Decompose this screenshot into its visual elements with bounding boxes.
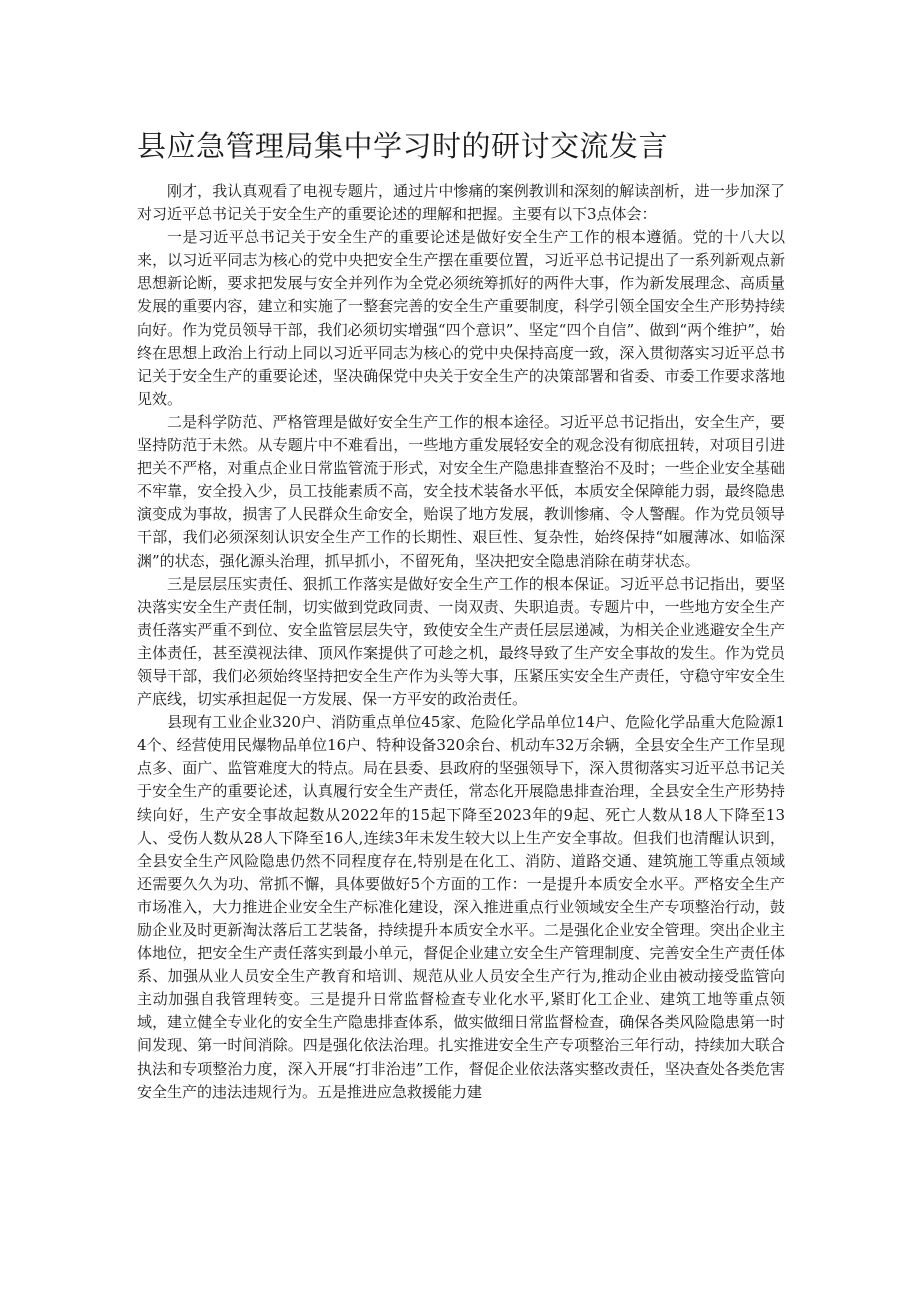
paragraph-point-three: 三是层层压实责任、狠抓工作落实是做好安全生产工作的根本保证。习近平总书记指出，要坚决落实安全生产责任制，切实做到党政同责、一岗双责、失职追责。专题片中，一些地方安全生产责任落实严重不到位、安全监管层层失守，致使安全生产责任层层递减，为相关企业逃避安全生产主体责任，甚至漠视法律、顶风作案提供了可趁之机，最终导致了生产安全事故的发生。作为党员领导干部，我们必须始终坚持把安全生产作为头等大事，压紧压实安全生产责任，守稳守牢安全生产底线，切实承担起促一方发展、保一方平安的政治责任。	[137, 574, 785, 709]
paragraph-point-two: 二是科学防范、严格管理是做好安全生产工作的根本途径。习近平总书记指出，安全生产，要坚持防范于未然。从专题片中不难看出，一些地方重发展轻安全的观念没有彻底扭转，对项目引进把关不严格，对重点企业日常监管流于形式，对安全生产隐患排查整治不及时；一些企业安全基础不牢靠，安全投入少，员工技能素质不高，安全技术装备水平低，本质安全保障能力弱，最终隐患演变成为事故，损害了人民群众生命安全，贻误了地方发展，教训惨痛、令人警醒。作为党员领导干部，我们必须深刻认识安全生产工作的长期性、艰巨性、复杂性，始终保持“如履薄冰、如临深渊”的状态，强化源头治理，抓早抓小，不留死角，坚决把安全隐患消除在萌芽状态。	[137, 412, 785, 570]
paragraph-county-status: 县现有工业企业320户、消防重点单位45家、危险化学品单位14户、危险化学品重大危险源14个、经营使用民爆物品单位16户、特种设备320余台、机动车32万余辆，全县安全生产工作呈现点多、面广、监管难度大的特点。局在县委、县政府的坚强领导下，深入贯彻落实习近平总书记关于安全生产的重要论述，认真履行安全生产责任，常态化开展隐患排查治理，全县安全生产形势持续向好，生产安全事故起数从2022年的15起下降至2023年的9起、死亡人数从18人下降至13人、受伤人数从28人下降至16人,连续3年未发生较大以上生产安全事故。但我们也清醒认识到，全县安全生产风险隐患仍然不同程度存在,特别是在化工、消防、道路交通、建筑施工等重点领域还需要久久为功、常抓不懈，具体要做好5个方面的工作：一是提升本质安全水平。严格安全生产市场准入，大力推进企业安全生产标准化建设，深入推进重点行业领域安全生产专项整治行动，鼓励企业及时更新淘汰落后工艺装备，持续提升本质安全水平。二是强化企业安全管理。突出企业主体地位，把安全生产责任落实到最小单元，督促企业建立安全生产管理制度、完善安全生产责任体系、加强从业人员安全生产教育和培训、规范从业人员安全生产行为,推动企业由被动接受监管向主动加强自我管理转变。三是提升日常监督检查专业化水平,紧盯化工企业、建筑工地等重点领域，建立健全专业化的安全生产隐患排查体系，做实做细日常监督检查，确保各类风险隐患第一时间发现、第一时间消除。四是强化依法治理。扎实推进安全生产专项整治三年行动，持续加大联合执法和专项整治力度，深入开展“打非治违”工作，督促企业依法落实整改责任，坚决查处各类危害安全生产的违法违规行为。五是推进应急救援能力建	[137, 713, 785, 1101]
paragraph-point-one: 一是习近平总书记关于安全生产的重要论述是做好安全生产工作的根本遵循。党的十八大以来，以习近平同志为核心的党中央把安全生产摆在重要位置，习近平总书记提出了一系列新观点新思想新论断，要求把发展与安全并列作为全党必须统筹抓好的两件大事，作为新发展理念、高质量发展的重要内容，建立和实施了一整套完善的安全生产重要制度，科学引领全国安全生产形势持续向好。作为党员领导干部，我们必须切实增强“四个意识”、坚定“四个自信”、做到“两个维护”，始终在思想上政治上行动上同以习近平同志为核心的党中央保持高度一致，深入贯彻落实习近平总书记关于安全生产的重要论述，坚决确保党中央关于安全生产的决策部署和省委、市委工作要求落地见效。	[137, 228, 785, 408]
document-title: 县应急管理局集中学习时的研讨交流发言	[137, 129, 669, 163]
paragraph-intro: 刚才，我认真观看了电视专题片，通过片中惨痛的案例教训和深刻的解读剖析，进一步加深了对习近平总书记关于安全生产的重要论述的理解和把握。主要有以下3点体会：	[137, 182, 785, 224]
